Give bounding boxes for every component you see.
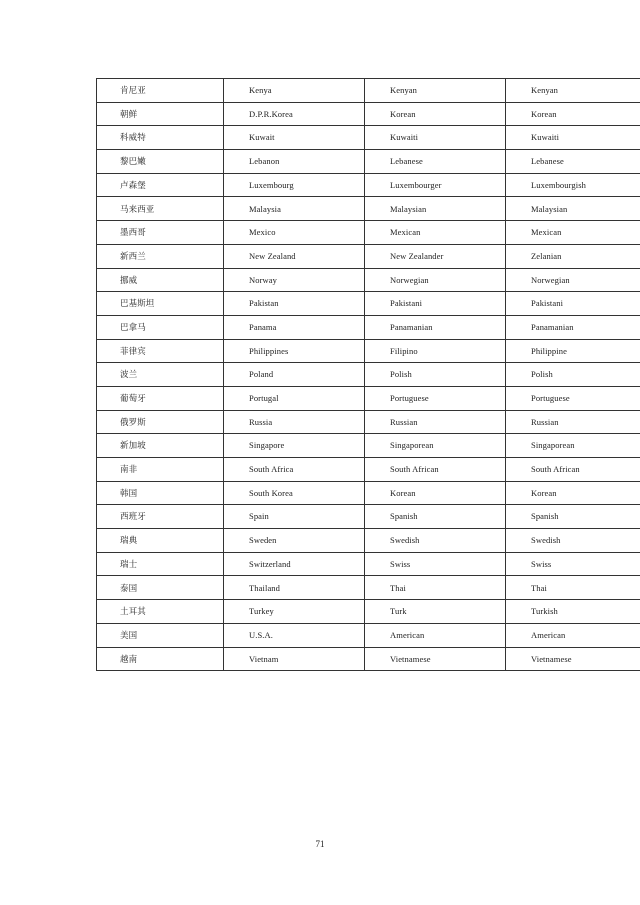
- chinese-name-cell: 西班牙: [97, 505, 224, 529]
- table-row: [97, 600, 640, 624]
- adjective-cell: Zelanian: [506, 244, 640, 268]
- nationality-noun-cell: Panamanian: [365, 315, 506, 339]
- table-row: [97, 481, 640, 505]
- chinese-name-cell: 挪威: [97, 268, 224, 292]
- adjective-cell: Russian: [506, 410, 640, 434]
- adjective-cell: Swedish: [506, 529, 640, 553]
- country-cell: Turkey: [224, 600, 365, 624]
- chinese-name-cell: 卢森堡: [97, 173, 224, 197]
- chinese-name-cell: 巴基斯坦: [97, 292, 224, 316]
- table-row: [97, 363, 640, 387]
- table-row: [97, 552, 640, 576]
- chinese-name-cell: 新加坡: [97, 434, 224, 458]
- nationality-noun-cell: Pakistani: [365, 292, 506, 316]
- country-cell: Mexico: [224, 221, 365, 245]
- country-cell: Thailand: [224, 576, 365, 600]
- nationality-noun-cell: Singaporean: [365, 434, 506, 458]
- nationality-noun-cell: Portuguese: [365, 386, 506, 410]
- adjective-cell: Polish: [506, 363, 640, 387]
- table-row: [97, 623, 640, 647]
- adjective-cell: Spanish: [506, 505, 640, 529]
- table-row: [97, 315, 640, 339]
- table-row: [97, 458, 640, 482]
- nationality-noun-cell: American: [365, 623, 506, 647]
- country-cell: Kuwait: [224, 126, 365, 150]
- adjective-cell: Kuwaiti: [506, 126, 640, 150]
- country-cell: South Africa: [224, 458, 365, 482]
- country-cell: Kenya: [224, 79, 365, 103]
- country-cell: Portugal: [224, 386, 365, 410]
- table-row: [97, 102, 640, 126]
- country-cell: U.S.A.: [224, 623, 365, 647]
- table-row: [97, 339, 640, 363]
- adjective-cell: Singaporean: [506, 434, 640, 458]
- chinese-name-cell: 土耳其: [97, 600, 224, 624]
- nationality-noun-cell: Russian: [365, 410, 506, 434]
- nationality-noun-cell: Turk: [365, 600, 506, 624]
- nationality-noun-cell: Korean: [365, 481, 506, 505]
- chinese-name-cell: 瑞士: [97, 552, 224, 576]
- country-cell: Philippines: [224, 339, 365, 363]
- country-cell: Norway: [224, 268, 365, 292]
- adjective-cell: Pakistani: [506, 292, 640, 316]
- country-nationality-table: [96, 78, 640, 671]
- adjective-cell: Kenyan: [506, 79, 640, 103]
- adjective-cell: Swiss: [506, 552, 640, 576]
- country-cell: Panama: [224, 315, 365, 339]
- chinese-name-cell: 肯尼亚: [97, 79, 224, 103]
- adjective-cell: Lebanese: [506, 150, 640, 174]
- chinese-name-cell: 葡萄牙: [97, 386, 224, 410]
- table-row: [97, 126, 640, 150]
- chinese-name-cell: 越南: [97, 647, 224, 671]
- table-row: [97, 244, 640, 268]
- table-row: [97, 529, 640, 553]
- nationality-noun-cell: Kuwaiti: [365, 126, 506, 150]
- chinese-name-cell: 瑞典: [97, 529, 224, 553]
- nationality-noun-cell: Filipino: [365, 339, 506, 363]
- nationality-noun-cell: Norwegian: [365, 268, 506, 292]
- page-number: 71: [315, 839, 325, 849]
- table-row: [97, 79, 640, 103]
- adjective-cell: Norwegian: [506, 268, 640, 292]
- chinese-name-cell: 美国: [97, 623, 224, 647]
- nationality-noun-cell: Thai: [365, 576, 506, 600]
- country-cell: Vietnam: [224, 647, 365, 671]
- chinese-name-cell: 新西兰: [97, 244, 224, 268]
- country-cell: Russia: [224, 410, 365, 434]
- adjective-cell: Vietnamese: [506, 647, 640, 671]
- adjective-cell: Korean: [506, 481, 640, 505]
- chinese-name-cell: 韩国: [97, 481, 224, 505]
- table-row: [97, 150, 640, 174]
- chinese-name-cell: 俄罗斯: [97, 410, 224, 434]
- chinese-name-cell: 菲律宾: [97, 339, 224, 363]
- table-row: [97, 505, 640, 529]
- nationality-noun-cell: Spanish: [365, 505, 506, 529]
- table-row: [97, 292, 640, 316]
- nationality-noun-cell: Lebanese: [365, 150, 506, 174]
- country-cell: Spain: [224, 505, 365, 529]
- chinese-name-cell: 波兰: [97, 363, 224, 387]
- country-cell: Sweden: [224, 529, 365, 553]
- country-cell: Poland: [224, 363, 365, 387]
- adjective-cell: American: [506, 623, 640, 647]
- nationality-noun-cell: Korean: [365, 102, 506, 126]
- adjective-cell: Portuguese: [506, 386, 640, 410]
- chinese-name-cell: 马来西亚: [97, 197, 224, 221]
- country-cell: Switzerland: [224, 552, 365, 576]
- nationality-noun-cell: New Zealander: [365, 244, 506, 268]
- adjective-cell: Malaysian: [506, 197, 640, 221]
- table-row: [97, 221, 640, 245]
- chinese-name-cell: 朝鲜: [97, 102, 224, 126]
- table-body: [97, 79, 640, 671]
- nationality-noun-cell: Swiss: [365, 552, 506, 576]
- table-row: [97, 576, 640, 600]
- adjective-cell: Thai: [506, 576, 640, 600]
- chinese-name-cell: 南非: [97, 458, 224, 482]
- table-row: [97, 434, 640, 458]
- nationality-noun-cell: Vietnamese: [365, 647, 506, 671]
- nationality-noun-cell: Kenyan: [365, 79, 506, 103]
- country-cell: Luxembourg: [224, 173, 365, 197]
- table-row: [97, 173, 640, 197]
- nationality-noun-cell: South African: [365, 458, 506, 482]
- country-cell: Pakistan: [224, 292, 365, 316]
- table-row: [97, 647, 640, 671]
- adjective-cell: South African: [506, 458, 640, 482]
- adjective-cell: Mexican: [506, 221, 640, 245]
- adjective-cell: Philippine: [506, 339, 640, 363]
- nationality-noun-cell: Polish: [365, 363, 506, 387]
- country-cell: Singapore: [224, 434, 365, 458]
- chinese-name-cell: 科威特: [97, 126, 224, 150]
- country-cell: D.P.R.Korea: [224, 102, 365, 126]
- adjective-cell: Luxembourgish: [506, 173, 640, 197]
- table-row: [97, 268, 640, 292]
- country-cell: Lebanon: [224, 150, 365, 174]
- country-cell: New Zealand: [224, 244, 365, 268]
- country-cell: South Korea: [224, 481, 365, 505]
- adjective-cell: Turkish: [506, 600, 640, 624]
- table-row: [97, 386, 640, 410]
- nationality-noun-cell: Swedish: [365, 529, 506, 553]
- chinese-name-cell: 墨西哥: [97, 221, 224, 245]
- chinese-name-cell: 泰国: [97, 576, 224, 600]
- adjective-cell: Korean: [506, 102, 640, 126]
- nationality-noun-cell: Malaysian: [365, 197, 506, 221]
- chinese-name-cell: 黎巴嫩: [97, 150, 224, 174]
- nationality-noun-cell: Luxembourger: [365, 173, 506, 197]
- adjective-cell: Panamanian: [506, 315, 640, 339]
- chinese-name-cell: 巴拿马: [97, 315, 224, 339]
- nationality-noun-cell: Mexican: [365, 221, 506, 245]
- table-row: [97, 410, 640, 434]
- country-cell: Malaysia: [224, 197, 365, 221]
- table-row: [97, 197, 640, 221]
